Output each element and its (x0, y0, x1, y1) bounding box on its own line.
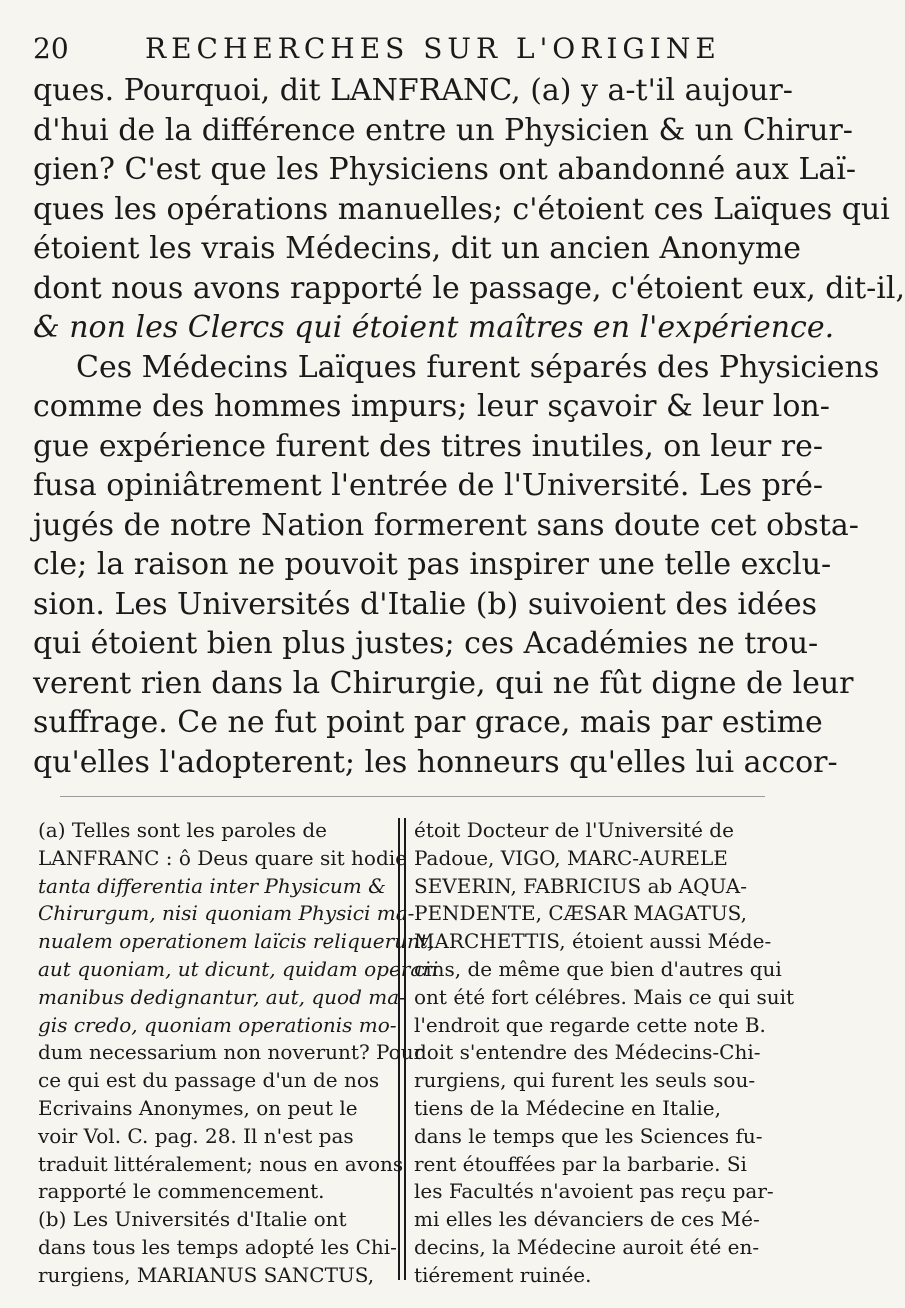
main-line: fusa opiniâtrement l'entrée de l'Université. Les pré- (33, 468, 824, 503)
footnote-line: mi elles les dévanciers de ces Mé- (414, 1207, 760, 1232)
footnote-line: gis credo, quoniam operationis mo- (38, 1012, 397, 1037)
footnote-line: tanta differentia inter Physicum & (38, 873, 386, 898)
main-line: suffrage. Ce ne fut point par grace, mais par estime (33, 705, 823, 740)
footnote-line: aut quoniam, ut dicunt, quidam operari (38, 956, 439, 981)
footnote-line: MARCHETTIS, étoient aussi Méde- (414, 929, 772, 954)
footnote-line: manibus dedignantur, aut, quod ma- (38, 984, 406, 1009)
column-separator (398, 818, 400, 1280)
column-separator (404, 818, 406, 1280)
footnote-line: rent étouffées par la barbarie. Si (414, 1151, 747, 1176)
footnote-line: (b) Les Universités d'Italie ont (38, 1207, 347, 1232)
main-line: jugés de notre Nation formerent sans doute cet obsta- (33, 507, 859, 543)
page-number: 20 (33, 32, 69, 65)
footnote-line: (a) Telles sont les paroles de (38, 818, 328, 842)
footnote-line: cins, de même que bien d'autres qui (414, 956, 782, 981)
footnote-line: dans le temps que les Sciences fu- (414, 1123, 763, 1148)
main-line: Ces Médecins Laïques furent séparés des Physiciens (76, 349, 880, 385)
main-line: verent rien dans la Chirurgie, qui ne fût digne de leur (33, 665, 854, 701)
footnote-line: dum necessarium non noverunt? Pour (38, 1040, 424, 1065)
footnote-line: dans tous les temps adopté les Chi- (38, 1234, 397, 1259)
main-line: dont nous avons rapporté le passage, c'étoient eux, dit-il, (33, 270, 905, 306)
footnote-divider (60, 796, 765, 797)
main-line: ques les opérations manuelles; c'étoient ces Laïques qui (33, 191, 890, 227)
footnote-line: rapporté le commencement. (38, 1179, 325, 1204)
footnote-line: decins, la Médecine auroit été en- (414, 1234, 760, 1259)
main-line: d'hui de la différence entre un Physicien & un Chirur- (33, 112, 853, 148)
footnote-line: tiens de la Médecine en Italie, (414, 1095, 721, 1120)
main-line: qui étoient bien plus justes; ces Académies ne trou- (33, 626, 819, 661)
footnote-line: voir Vol. C. pag. 28. Il n'est pas (38, 1123, 354, 1148)
footnote-line: Padoue, VIGO, MARC-AURELE (414, 845, 728, 870)
footnote-line: étoit Docteur de l'Université de (414, 818, 734, 842)
footnote-line: tiérement ruinée. (414, 1262, 592, 1287)
footnote-line: ce qui est du passage d'un de nos (38, 1068, 380, 1093)
footnote-line: LANFRANC : ô Deus quare sit hodie (38, 845, 408, 870)
footnote-line: doit s'entendre des Médecins-Chi- (414, 1040, 761, 1065)
footnote-line: ont été fort célébres. Mais ce qui suit (414, 984, 795, 1009)
page-header (33, 30, 756, 70)
footnote-line: PENDENTE, CÆSAR MAGATUS, (414, 901, 748, 926)
main-line: sion. Les Universités d'Italie (b) suivoient des idées (33, 586, 818, 622)
footnotes-left-column (38, 817, 439, 1290)
footnote-line: SEVERIN, FABRICIUS ab AQUA- (414, 873, 747, 898)
footnote-line: Chirurgum, nisi quoniam Physici ma- (38, 901, 415, 926)
running-title: RECHERCHES SUR L'ORIGINE (145, 32, 721, 65)
footnote-line: Ecrivains Anonymes, on peut le (38, 1095, 358, 1120)
main-line: ques. Pourquoi, dit LANFRANC, (a) y a-t'il aujour- (33, 73, 793, 108)
main-line: cle; la raison ne pouvoit pas inspirer une telle exclu- (33, 547, 832, 582)
footnote-line: rurgiens, qui furent les seuls sou- (414, 1068, 756, 1093)
main-line: gue expérience furent des titres inutiles, on leur re- (33, 428, 824, 464)
main-line: qu'elles l'adopterent; les honneurs qu'elles lui accor- (33, 744, 838, 780)
footnote-line: l'endroit que regarde cette note B. (414, 1012, 766, 1037)
footnote-line: les Facultés n'avoient pas reçu par- (414, 1179, 774, 1204)
footnote-line: nualem operationem laïcis reliquerunt, (38, 929, 435, 954)
footnote-line: rurgiens, MARIANUS SANCTUS, (38, 1262, 375, 1287)
main-text (33, 71, 905, 782)
footnotes-right-column (414, 817, 795, 1290)
main-line: comme des hommes impurs; leur sçavoir & leur lon- (33, 389, 830, 424)
main-line: gien? C'est que les Physiciens ont abandonné aux Laï- (33, 152, 857, 187)
main-line: étoient les vrais Médecins, dit un ancien Anonyme (33, 231, 802, 266)
footnote-line: traduit littéralement; nous en avons (38, 1151, 404, 1176)
main-line: & non les Clercs qui étoient maîtres en l'expérience. (33, 310, 835, 345)
